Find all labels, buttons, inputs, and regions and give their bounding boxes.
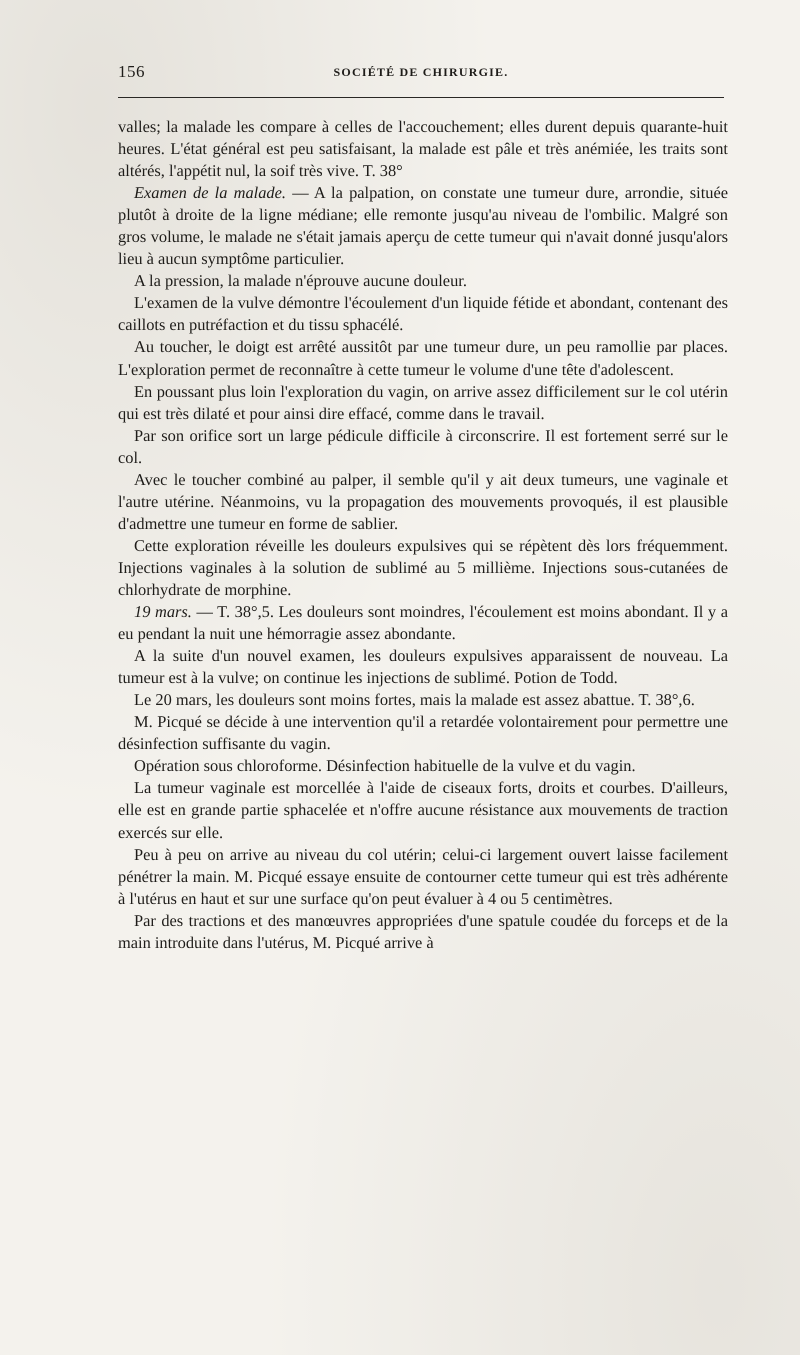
paragraph-11: A la suite d'un nouvel examen, les douleurs expulsives apparaissent de nouveau. La tumeur est à la vulve; on continue les injections de sublimé. Potion de Todd. — [118, 646, 728, 688]
paragraph-13: M. Picqué se décide à une intervention qu'il a retardée volontairement pour permettre une désinfection suffisante du vagin. — [118, 712, 728, 754]
paragraph-5: Au toucher, le doigt est arrêté aussitôt par une tumeur dure, un peu ramollie par places. L'exploration permet de reconnaître à cette tumeur le volume d'une tête d'adolescent. — [118, 337, 728, 379]
paragraph-6: En poussant plus loin l'exploration du vagin, on arrive assez difficilement sur le col utérin qui est très dilaté et pour ainsi dire effacé, comme dans le travail. — [118, 381, 728, 423]
paragraph-4: L'examen de la vulve démontre l'écoulement d'un liquide fétide et abondant, contenant des caillots en putréfaction et du tissu sphacélé. — [118, 293, 728, 335]
paragraph-7: Par son orifice sort un large pédicule difficile à circonscrire. Il est fortement serré sur le col. — [118, 425, 728, 467]
paragraph-2: Examen de la malade. — A la palpation, on constate une tumeur dure, arrondie, située plutôt à droite de la ligne médiane; elle remonte jusqu'au niveau de l'ombilic. Malgré son gros volume, le malade ne s'était jamais aperçu de cette tumeur qui n'avait donné jusqu'alors lieu à aucun symptôme particulier. — [118, 183, 728, 269]
paragraph-1: valles; la malade les compare à celles de l'accouchement; elles durent depuis quarante-huit heures. L'état général est peu satisfaisant, la malade est pâle et très anémiée, les traits sont altérés, l'appétit nul, la soif très vive. T. 38° — [118, 117, 728, 181]
paragraph-10: 19 mars. — T. 38°,5. Les douleurs sont moindres, l'écoulement est moins abondant. Il y a eu pendant la nuit une hémorragie assez abondante. — [118, 602, 728, 644]
header-rule — [118, 97, 724, 98]
paragraph-14: Opération sous chloroforme. Désinfection habituelle de la vulve et du vagin. — [134, 756, 636, 776]
paragraph-12: Le 20 mars, les douleurs sont moins fortes, mais la malade est assez abattue. T. 38°,6. — [134, 690, 695, 710]
paragraph-15: La tumeur vaginale est morcellée à l'aide de ciseaux forts, droits et courbes. D'ailleurs, elle est en grande partie sphacelée et n'offre aucune résistance aux mouvements de traction exercés sur elle. — [118, 778, 728, 842]
paragraph-16: Peu à peu on arrive au niveau du col utérin; celui-ci largement ouvert laisse facilement pénétrer la main. M. Picqué essaye ensuite de contourner cette tumeur qui est très adhérente à l'utérus en haut et sur une surface qu'on peut évaluer à 4 ou 5 centimètres. — [118, 844, 728, 908]
paragraph-lead: Examen de la malade. — [134, 183, 286, 203]
paragraph-9: Cette exploration réveille les douleurs expulsives qui se répètent dès lors fréquemment. Injections vaginales à la solution de sublimé au 5 millième. Injections sous-cutanées de chlorhydrate de morphine. — [118, 535, 728, 599]
page-number: 156 — [118, 62, 145, 81]
body-text — [118, 116, 728, 954]
journal-title: SOCIÉTÉ DE CHIRURGIE. — [333, 65, 509, 79]
paragraph-8: Avec le toucher combiné au palper, il semble qu'il y ait deux tumeurs, une vaginale et l'autre utérine. Néanmoins, vu la propagation des mouvements provoqués, il est plausible d'admettre une tumeur en forme de sablier. — [118, 469, 728, 533]
paragraph-lead: 19 mars. — [134, 602, 192, 622]
paragraph-3: A la pression, la malade n'éprouve aucune douleur. — [134, 271, 467, 291]
paragraph-17: Par des tractions et des manœuvres appropriées d'une spatule coudée du forceps et de la main introduite dans l'utérus, M. Picqué arrive à — [118, 910, 728, 952]
running-head — [118, 62, 724, 84]
